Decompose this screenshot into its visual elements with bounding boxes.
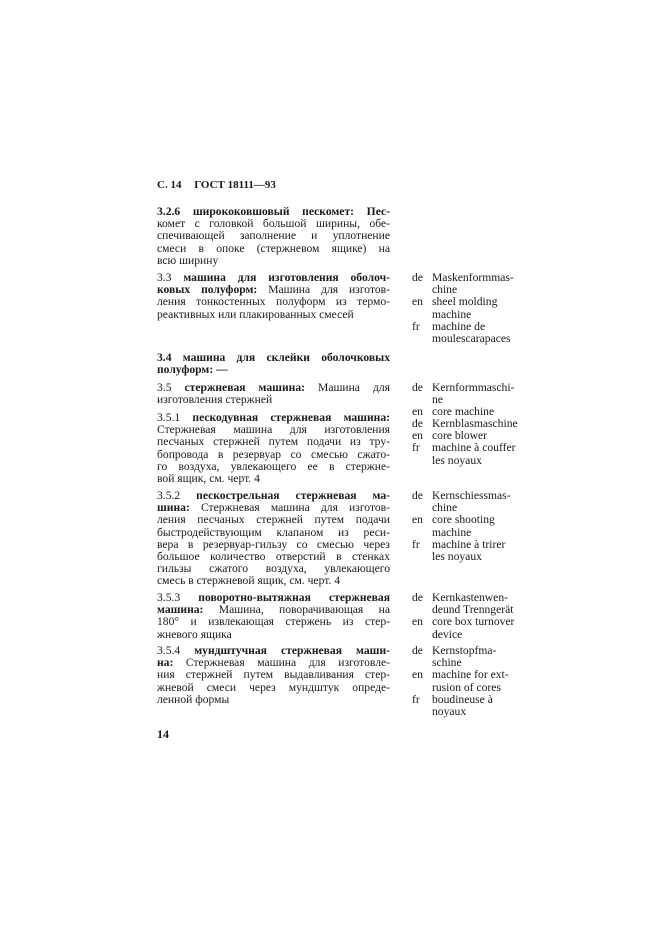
translations-3-3: de Maskenformmas- chine en sheel molding machine fr machine de moulescarapaces (412, 271, 514, 346)
translations-3-5-1: de Kernblasmaschine en core blower fr machine à couffer les noyaux (412, 417, 518, 467)
entry-line: 3.5.1 пескодувная стержневая машина: (157, 411, 390, 424)
entry-line: 3.2.6 ширококовшовый пескомет: Пес- (157, 205, 390, 218)
entry-line: смесь в стержневой ящик, см. черт. 4 (157, 574, 341, 588)
entry-line: большое количество отверстий в стенках (157, 550, 390, 564)
entry-line: смеси в опоке (стержневом ящике) на (157, 241, 390, 255)
entry-line: 180° и извлекающая стержень из стер- (157, 615, 390, 629)
translations-3-5-3: de Kernkastenwen- deund Trenngerät en core box turnover device (412, 591, 515, 641)
entry-line: реактивных или плакированных смесей (157, 307, 354, 321)
entry-line: всю ширину (157, 253, 219, 267)
entry-3-5 (157, 382, 390, 406)
entry-line: 3.4 машина для склейки оболочковых (157, 351, 390, 364)
entry-3-3 (157, 272, 390, 321)
entry-line: 3.5.3 поворотно-вытяжная стержневая (157, 591, 390, 604)
entry-line: Стержневая машина для изготовления (157, 423, 390, 437)
page-header (157, 179, 286, 191)
entry-line: ния стержней путем выдавливания стер- (157, 668, 390, 682)
entry-line: жневой смеси через мундштук опреде- (157, 680, 390, 694)
entry-line: ковых полуформ: Машина для изготов- (157, 283, 390, 297)
entry-line: бопровода в резервуар со смесью сжато- (157, 447, 390, 461)
page-label: С. 14 (157, 179, 182, 191)
entry-line: го воздуха, увлекающего ее в стержне- (157, 459, 390, 473)
entry-line: полуформ: — (157, 363, 228, 377)
translations-3-5-2: de Kernschiessmas- chine en core shooting machine fr machine à trirer les noyaux (412, 489, 511, 564)
entry-line: песчаных стержней путем подачи из тру- (157, 435, 390, 449)
entry-line: машина: Машина, поворачивающая на (157, 603, 390, 617)
entry-line: 3.5.4 мундштучная стержневая маши- (157, 644, 390, 657)
translations-3-5-4: de Kernstopfma- schine en machine for ext- rusion of cores fr boudineuse à noyaux (412, 644, 509, 719)
entry-3-5-1 (157, 412, 390, 485)
entry-line: комет с головкой большой ширины, обе- (157, 217, 390, 231)
entry-line: ления песчаных стержней путем подачи (157, 513, 390, 527)
entry-3-2-6 (157, 206, 390, 267)
entry-line: на: Стержневая машина для изготовле- (157, 656, 390, 670)
entry-line: вой ящик, см. черт. 4 (157, 472, 260, 486)
entry-line: ления тонкостенных полуформ из термо- (157, 295, 390, 309)
entry-line: шина: Стержневая машина для изготов- (157, 501, 390, 515)
entry-line: ленной формы (157, 692, 230, 706)
entry-line: гильзы сжатого воздуха, увлекающего (157, 562, 390, 576)
page-number: 14 (157, 727, 169, 741)
entry-line: быстродействующим клапаном из реси- (157, 525, 390, 539)
entry-3-4 (157, 352, 390, 376)
entry-line: 3.5 стержневая машина: Машина для (157, 381, 390, 394)
entry-3-5-4 (157, 645, 390, 706)
translations-3-5: de Kernformmaschi- ne en core machine (412, 381, 515, 419)
entry-line: жневого ящика (157, 627, 232, 641)
entry-line: спечивающей заполнение и уплотнение (157, 229, 390, 243)
entry-line: 3.5.2 пескострельная стержневая ма- (157, 489, 390, 502)
entry-line: изготовления стержней (157, 393, 273, 407)
entry-line: вера в резервуар-гильзу со смесью через (157, 537, 390, 551)
standard-code: ГОСТ 18111—93 (194, 179, 276, 191)
entry-line: 3.3 машина для изготовления оболоч- (157, 271, 390, 284)
entry-3-5-2 (157, 490, 390, 588)
entry-3-5-3 (157, 592, 390, 641)
